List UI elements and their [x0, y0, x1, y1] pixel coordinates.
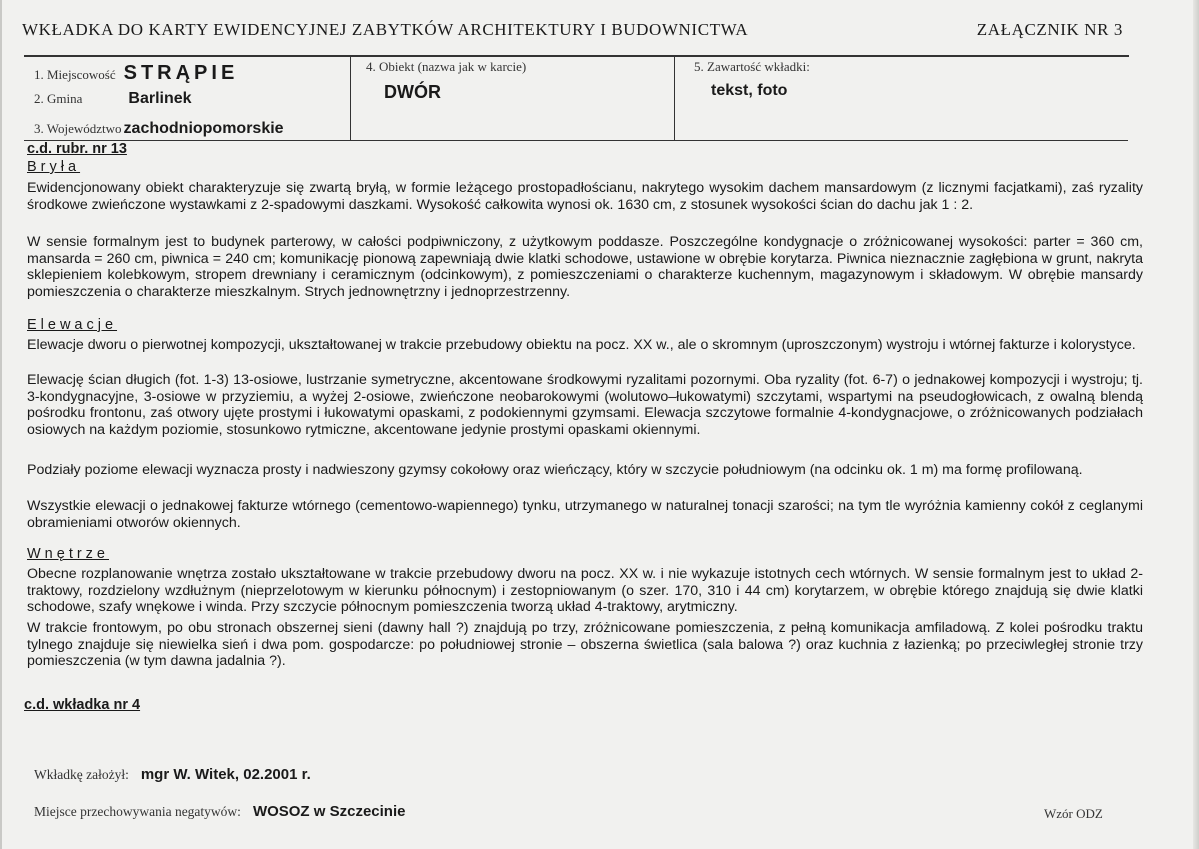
- continuation-heading: c.d. rubr. nr 13: [27, 141, 127, 157]
- paragraph: Elewację ścian długich (fot. 1-3) 13-osiowe, lustrzanie symetryczne, akcentowane środkowymi ryzalitami pozornymi. Oba ryzality (fot. 6-7) o jednakowej kompozycji i wystroju; tj. 3-kondygnacyjne, 3-osiowe w przyziemiu, a wyżej 2-osiowe, zwieńczone neobarokowymi (wolutowo–łukowatymi) szczytami, wspartymi na pseudogłowicach, z owalną blendą pośrodku frontonu, zaś otwory ujęte prostymi i łukowatymi opaskami, z podokiennymi gzymsami. Elewacja szczytowe formalnie 4-kondygnacjowe, o zróżnicowanych podziałach osiowych na każdym poziomie, stosunkowo rytmiczne, akcentowane jedynie prostymi opaskami okiennymi.: [27, 372, 1143, 438]
- field-label: 2. Gmina: [34, 91, 83, 106]
- section-title-bryla: Bryła: [27, 159, 81, 175]
- field-value: STRĄPIE: [123, 62, 239, 84]
- fields-divider: [350, 57, 351, 140]
- paragraph: Wszystkie elewacji o jednakowej fakturze wtórnego (cementowo-wapiennego) tynku, utrzymanego w naturalnej tonacji szarości; na tym tle wyróżnia kamienny cokół z ceglanymi obramieniami otworów okiennych.: [27, 498, 1143, 531]
- paragraph: Ewidencjonowany obiekt charakteryzuje się zwartą bryłą, w formie leżącego prostopadłościanu, nakrytego wysokim dachem mansardowym (z licznymi facjatkami), zaś ryzality środkowe zwieńczone wystawkami z 2-spadowymi daszkami. Wysokość całkowita wynosi ok. 1630 cm, z stosunek wysokości ścian do dachu jak 1 : 2.: [27, 180, 1143, 213]
- field-miejscowosc: [34, 62, 238, 85]
- document-title: WKŁADKA DO KARTY EWIDENCYJNEJ ZABYTKÓW ARCHITEKTURY I BUDOWNICTWA: [22, 20, 749, 39]
- field-value-zawartosc: tekst, foto: [711, 82, 788, 99]
- created-by-row: [34, 766, 311, 784]
- field-label: 1. Miejscowość: [34, 67, 116, 82]
- paragraph: Elewacje dworu o pierwotnej kompozycji, ukształtowanej w trakcie przebudowy obiektu na pocz. XX w., ale o skromnym (uproszczonym) wystroju i wtórnej fakturze i kolorystyce.: [27, 337, 1136, 353]
- created-by-value: mgr W. Witek, 02.2001 r.: [140, 766, 311, 783]
- field-label-obiekt: 4. Obiekt (nazwa jak w karcie): [366, 59, 527, 74]
- form-template-label: Wzór ODZ: [1044, 806, 1103, 821]
- section-title-wnetrze: Wnętrze: [27, 546, 109, 562]
- continuation-note: c.d. wkładka nr 4: [24, 697, 141, 713]
- fields-divider: [674, 57, 675, 140]
- annex-number: ZAŁĄCZNIK NR 3: [976, 20, 1123, 39]
- field-wojewodztwo: [34, 120, 284, 138]
- field-gmina: [34, 90, 192, 108]
- field-value: Barlinek: [128, 90, 192, 107]
- page-edge: [0, 0, 2, 849]
- section-title-elewacje: Elewacje: [27, 317, 118, 333]
- negatives-location-row: [34, 803, 405, 821]
- field-label-zawartosc: 5. Zawartość wkładki:: [694, 59, 810, 74]
- negatives-location-value: WOSOZ w Szczecinie: [252, 803, 406, 820]
- paragraph: W sensie formalnym jest to budynek parterowy, w całości podpiwniczony, z użytkowym poddasze. Poszczególne kondygnacje o zróżnicowanej wysokości: parter = 360 cm, mansarda = 260 cm, piwnica = 240 cm; komunikację pionową zapewniają dwie klatki schodowe, ustawione w obrębie korytarza. Piwnica nieznacznie zagłębiona w grunt, nakryta sklepieniem kolebkowym, stropem drewniany i ceramicznym (odcinkowym), z pomieszczeniami o charakterze kuchennym, magazynowym i składowym. W obrębie mansardy pomieszczenia o charakterze mieszkalnym. Strych jednownętrzny i jednoprzestrzenny.: [27, 234, 1143, 300]
- paragraph: W trakcie frontowym, po obu stronach obszernej sieni (dawny hall ?) znajdują po trzy, zróżnicowane pomieszczenia, z pełną komunikacja amfiladową. Z kolei pośrodku traktu tylnego znajduje się niewielka sień i dwa pom. gospodarcze: po południowej stronie – obszerna świetlica (sala balowa ?) oraz kuchnia z łazienką; po przeciwległej stronie trzy pomieszczenia (w tym dawna jadalnia ?).: [27, 620, 1143, 670]
- created-by-label: Wkładkę założył:: [34, 767, 129, 782]
- paragraph: Podziały poziome elewacji wyznacza prosty i nadwieszony gzymsy cokołowy oraz wieńczący, który w szczycie południowym (na odcinku ok. 1 m) ma formę profilowaną.: [27, 462, 1083, 478]
- page-edge: [1193, 0, 1199, 849]
- field-label: 3. Województwo: [34, 121, 122, 136]
- field-value: zachodniopomorskie: [123, 120, 284, 137]
- negatives-location-label: Miejsce przechowywania negatywów:: [34, 804, 241, 819]
- paragraph: Obecne rozplanowanie wnętrza zostało ukształtowane w trakcie przebudowy dworu na pocz. XX w. i nie wykazuje istotnych cech wtórnych. W sensie formalnym jest to układ 2-traktowy, rozdzielony wzdłużnym (nieprzelotowym w kierunku północnym) i zestopniowanym (o szer. 170, 310 i 44 cm) korytarzem, w obrębie którego znajdują się dwie klatki schodowe, szafy wnękowe i winda. Przy szczycie północnym pomieszczenia tworzą układ 4-traktowy, arytmiczny.: [27, 566, 1143, 616]
- field-value-obiekt: DWÓR: [384, 82, 441, 102]
